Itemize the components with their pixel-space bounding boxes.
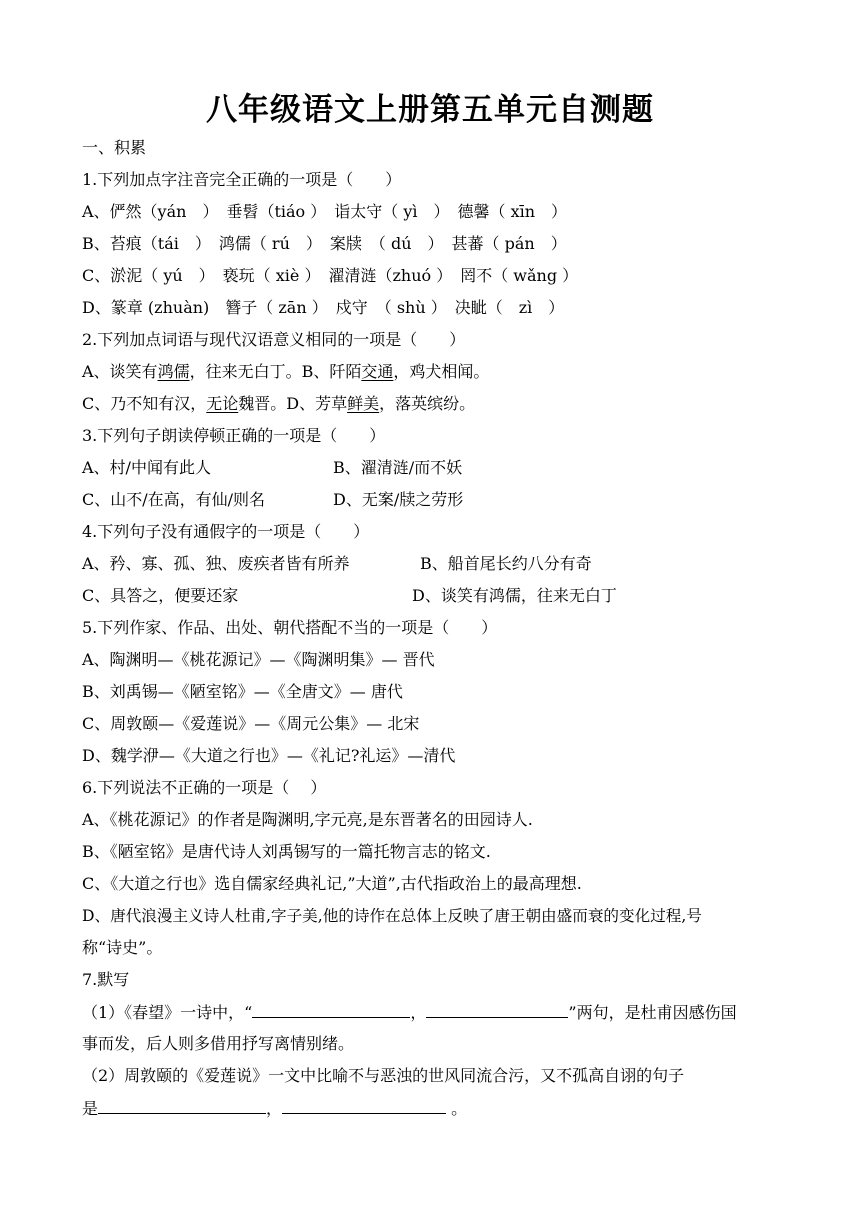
q2-c-underlined: 无论 <box>206 394 239 413</box>
answer-blank[interactable] <box>282 1097 446 1114</box>
q2-c-text: C、乃不知有汉， <box>82 394 207 413</box>
q7-p1-comma: ， <box>410 1003 427 1022</box>
q7-part2-line1: （2）周敦颐的《爱莲说》一文中比喻不与恶浊的世风同流合污，又不孤高自诩的句子 <box>82 1066 685 1085</box>
answer-blank[interactable] <box>98 1097 266 1114</box>
q3-option-a: A、村/中闻有此人 <box>82 458 211 477</box>
q5-stem: 5.下列作家、作品、出处、朝代搭配不当的一项是（ ） <box>82 618 498 637</box>
q3-option-d: D、无案/牍之劳形 <box>333 490 464 509</box>
q6-stem: 6.下列说法不正确的一项是（ ） <box>82 778 327 797</box>
q2-a-underlined: 鸿儒 <box>157 362 190 381</box>
q2-d-text: 魏晋。D、芳草 <box>238 394 348 413</box>
q7-p2-lead: 是 <box>82 1099 99 1118</box>
q6-option-d-line1: D、唐代浪漫主义诗人杜甫,字子美,他的诗作在总体上反映了唐王朝由盛而衰的变化过程,号 <box>82 907 702 925</box>
q4-stem: 4.下列句子没有通假字的一项是（ ） <box>82 522 370 541</box>
q2-stem: 2.下列加点词语与现代汉语意义相同的一项是（ ） <box>82 330 466 349</box>
q1-option-d: D、篆章 (zhuàn) 簪子（ zān ） 戍守 （ shù ） 决眦（ zì ） <box>82 298 565 317</box>
q7-p2-comma: ， <box>266 1099 283 1118</box>
q3-stem: 3.下列句子朗读停顿正确的一项是（ ） <box>82 426 386 445</box>
q7-part1-line1 <box>82 1001 737 1024</box>
q2-a-text: A、谈笑有 <box>82 362 158 381</box>
q6-option-a: A、《桃花源记》的作者是陶渊明,字元亮,是东晋著名的田园诗人. <box>82 810 533 829</box>
q1-option-a: A、俨然（yán ） 垂髫（tiáo ） 诣太守（ yì ） 德馨（ xīn ） <box>82 202 568 221</box>
q4-option-b: B、船首尾长约八分有奇 <box>420 554 592 573</box>
q2-b-tail: ，鸡犬相闻。 <box>393 362 490 381</box>
q6-option-b: B、《陋室铭》是唐代诗人刘禹锡写的一篇托物言志的铭文. <box>82 842 491 861</box>
q1-stem: 1.下列加点字注音完全正确的一项是（ ） <box>82 170 402 189</box>
q7-p2-end: 。 <box>446 1099 468 1118</box>
q2-options-ab <box>82 361 489 383</box>
q4-option-a: A、矜、寡、孤、独、废疾者皆有所养 <box>82 554 350 573</box>
q4-option-c: C、具答之，便要还家 <box>82 586 239 605</box>
q5-option-c: C、周敦颐—《爱莲说》—《周元公集》— 北宋 <box>82 714 420 733</box>
q2-d-tail: ，落英缤纷。 <box>379 394 476 413</box>
q5-option-d: D、魏学洢—《大道之行也》—《礼记?礼运》—清代 <box>82 746 456 765</box>
q3-option-b: B、濯清涟/而不妖 <box>333 458 463 477</box>
q2-d-underlined: 鲜美 <box>347 394 380 413</box>
q1-option-c: C、淤泥（ yú ） 亵玩（ xiè ） 濯清涟（zhuó ） 罔不（ wǎng ） <box>82 266 579 285</box>
q2-options-cd <box>82 393 475 415</box>
q7-p1-tail: ”两句，是杜甫因感伤国 <box>568 1003 737 1022</box>
q4-option-d: D、谈笑有鸿儒，往来无白丁 <box>412 586 617 605</box>
q1-option-b: B、苔痕（tái ） 鸿儒（ rú ） 案牍 （ dú ） 甚蕃（ pán ） <box>82 234 567 253</box>
q7-part2-line2 <box>82 1097 467 1120</box>
answer-blank[interactable] <box>426 1001 568 1018</box>
q7-part1-line2: 事而发，后人则多借用抒写离情别绪。 <box>82 1034 355 1053</box>
q2-b-underlined: 交通 <box>361 362 394 381</box>
section-heading: 一、积累 <box>82 138 147 157</box>
answer-blank[interactable] <box>252 1001 410 1018</box>
page-title: 八年级语文上册第五单元自测题 <box>206 92 654 128</box>
q7-stem: 7.默写 <box>82 970 130 989</box>
q5-option-a: A、陶渊明—《桃花源记》—《陶渊明集》— 晋代 <box>82 650 435 669</box>
q6-option-c: C、《大道之行也》选自儒家经典礼记,”大道”,古代指政治上的最高理想. <box>82 874 582 893</box>
q7-p1-intro: （1）《春望》一诗中，“ <box>82 1003 253 1022</box>
q2-b-text: ，往来无白丁。B、阡陌 <box>189 362 362 381</box>
q6-option-d-line2: 称“诗史”。 <box>82 938 163 957</box>
q5-option-b: B、刘禹锡—《陋室铭》—《全唐文》— 唐代 <box>82 682 403 701</box>
q3-option-c: C、山不/在高，有仙/则名 <box>82 490 266 509</box>
